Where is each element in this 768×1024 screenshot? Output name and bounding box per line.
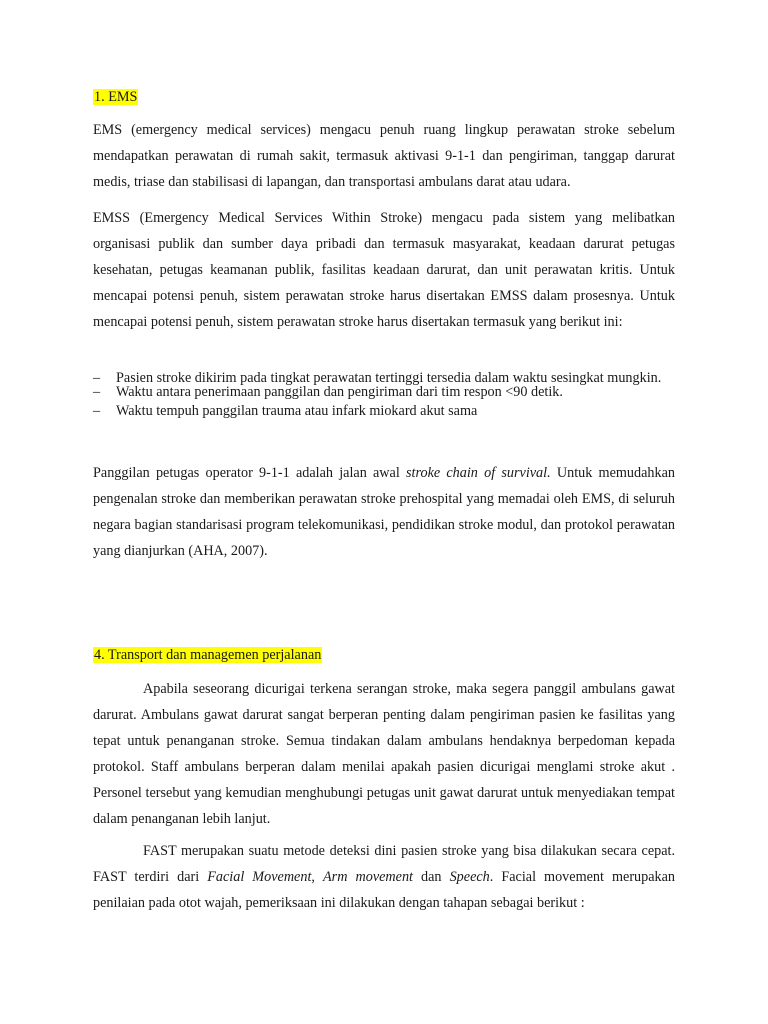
text-run: , [311,869,323,885]
dash-marker: – [93,370,101,386]
section-heading-transport [93,647,322,663]
list-item-text: Pasien stroke dikirim pada tingkat perawatan tertinggi tersedia dalam waktu sesingkat mungkin. [116,370,662,386]
text-run: dan [413,869,450,885]
section-fast-body [93,838,675,916]
emphasis-text: Arm movement [323,869,413,885]
heading-highlight: 4. Transport dan managemen perjalanan [94,647,322,663]
section-heading-ems [93,89,138,105]
paragraph-fast [93,838,675,916]
list-item-text: Waktu tempuh panggilan trauma atau infark miokard akut sama [116,403,478,419]
list-item [93,383,675,402]
section-chain-body [93,460,675,564]
list-item-text: Waktu antara penerimaan panggilan dan pengiriman dari tim respon <90 detik. [116,384,563,400]
dash-marker: – [93,384,101,400]
emphasis-text: Facial Movement [207,869,312,885]
emphasis-text: Speech [449,869,490,885]
text-run: . Facial movement merupakan penilaian pada otot wajah, pemeriksaan ini dilakukan dengan tahapan sebagai berikut : [93,869,676,911]
requirements-list-wrap [93,365,675,421]
section-ems-body [93,117,675,195]
dash-marker: – [93,403,101,419]
paragraph-chain-of-survival [93,460,675,564]
section-transport-body [93,676,675,832]
text-run: Panggilan petugas operator 9-1-1 adalah jalan awal [93,465,407,481]
text-run: Untuk memudahkan pengenalan stroke dan memberikan perawatan stroke prehospital yang memadai oleh EMS, di seluruh negara bagian standarisasi program telekomunikasi, pendidikan stroke modul, dan protokol perawatan yang dianjurkan (AHA, 2007). [93,465,675,559]
requirements-list [93,365,675,421]
paragraph-ambulance: Apabila seseorang dicurigai terkena serangan stroke, maka segera panggil ambulans gawat darurat. Ambulans gawat darurat sangat berperan penting dalam pengiriman pasien ke fasilitas yang tepat untuk penanganan stroke. Semua tindakan dalam ambulans hendaknya berpedoman kepada protokol. Staff ambulans berperan dalam menilai apakah pasien dicurigai menglami stroke akut . Personel tersebut yang kemudian menghubungi petugas unit gawat darurat untuk menyediakan tempat dalam penanganan lebih lanjut. [93,681,675,827]
heading-highlight: 1. EMS [94,89,138,105]
emphasis-text: stroke chain of survival. [406,465,551,481]
paragraph-ems-definition: EMS (emergency medical services) mengacu penuh ruang lingkup perawatan stroke sebelum mendapatkan perawatan di rumah sakit, termasuk aktivasi 9-1-1 dan pengiriman, tanggap darurat medis, triase dan stabilisasi di lapangan, dan transportasi ambulans darat atau udara. [93,122,675,190]
section-emss-body [93,205,675,335]
text-run: FAST merupakan suatu metode deteksi dini pasien stroke yang bisa dilakukan secara cepat. FAST terdiri dari [93,843,675,885]
paragraph-emss-definition: EMSS (Emergency Medical Services Within Stroke) mengacu pada sistem yang melibatkan organisasi publik dan sumber daya pribadi dan termasuk masyarakat, keadaan darurat petugas kesehatan, petugas keamanan publik, fasilitas keadaan darurat, dan unit perawatan kritis. Untuk mencapai potensi penuh, sistem perawatan stroke harus disertakan EMSS dalam prosesnya. Untuk mencapai potensi penuh, sistem perawatan stroke harus disertakan termasuk yang berikut ini: [93,210,675,330]
list-item [93,402,675,421]
